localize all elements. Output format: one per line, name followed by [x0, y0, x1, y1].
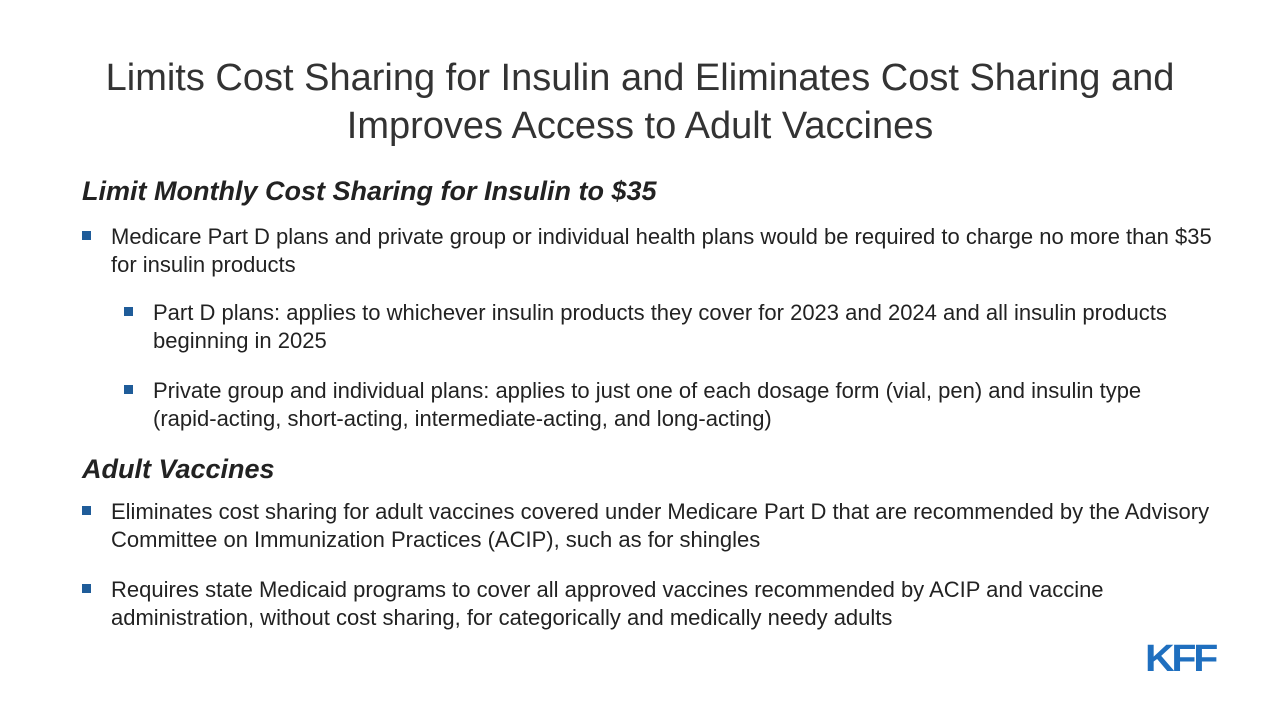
sub-bullet-part-d: [124, 299, 1204, 355]
title-line-1: Limits Cost Sharing for Insulin and Eliminates Cost Sharing and: [105, 57, 1175, 99]
bullet-text: Requires state Medicaid programs to cover all approved vaccines recommended by ACIP and vaccine administration, without cost sharing, for categorically and medically needy adults: [111, 577, 1104, 630]
section-heading-vaccines: Adult Vaccines: [82, 454, 275, 484]
bullet-marker: [124, 307, 133, 316]
title-line-2: Improves Access to Adult Vaccines: [346, 105, 934, 147]
slide-title: [60, 54, 1220, 150]
bullet-medicaid-vaccines: [82, 576, 1222, 632]
bullet-marker: [82, 231, 91, 240]
bullet-text: Part D plans: applies to whichever insulin products they cover for 2023 and 2024 and all insulin products beginning in 2025: [153, 300, 1167, 353]
bullet-insulin-cap: [82, 223, 1222, 279]
bullet-marker: [82, 584, 91, 593]
bullet-text: Medicare Part D plans and private group or individual health plans would be required to charge no more than $35 for insulin products: [111, 224, 1212, 277]
bullet-marker: [82, 506, 91, 515]
bullet-text: Private group and individual plans: applies to just one of each dosage form (vial, pen) and insulin type (rapid-acting, short-acting, intermediate-acting, and long-acting): [153, 378, 1142, 431]
bullet-vaccine-cost-sharing: [82, 498, 1222, 554]
section-heading-insulin: Limit Monthly Cost Sharing for Insulin to $35: [82, 176, 657, 206]
sub-bullet-private-plans: [124, 377, 1204, 433]
kff-logo: KFF: [1145, 638, 1216, 680]
bullet-text: Eliminates cost sharing for adult vaccines covered under Medicare Part D that are recommended by the Advisory Committee on Immunization Practices (ACIP), such as for shingles: [111, 499, 1210, 552]
bullet-marker: [124, 385, 133, 394]
